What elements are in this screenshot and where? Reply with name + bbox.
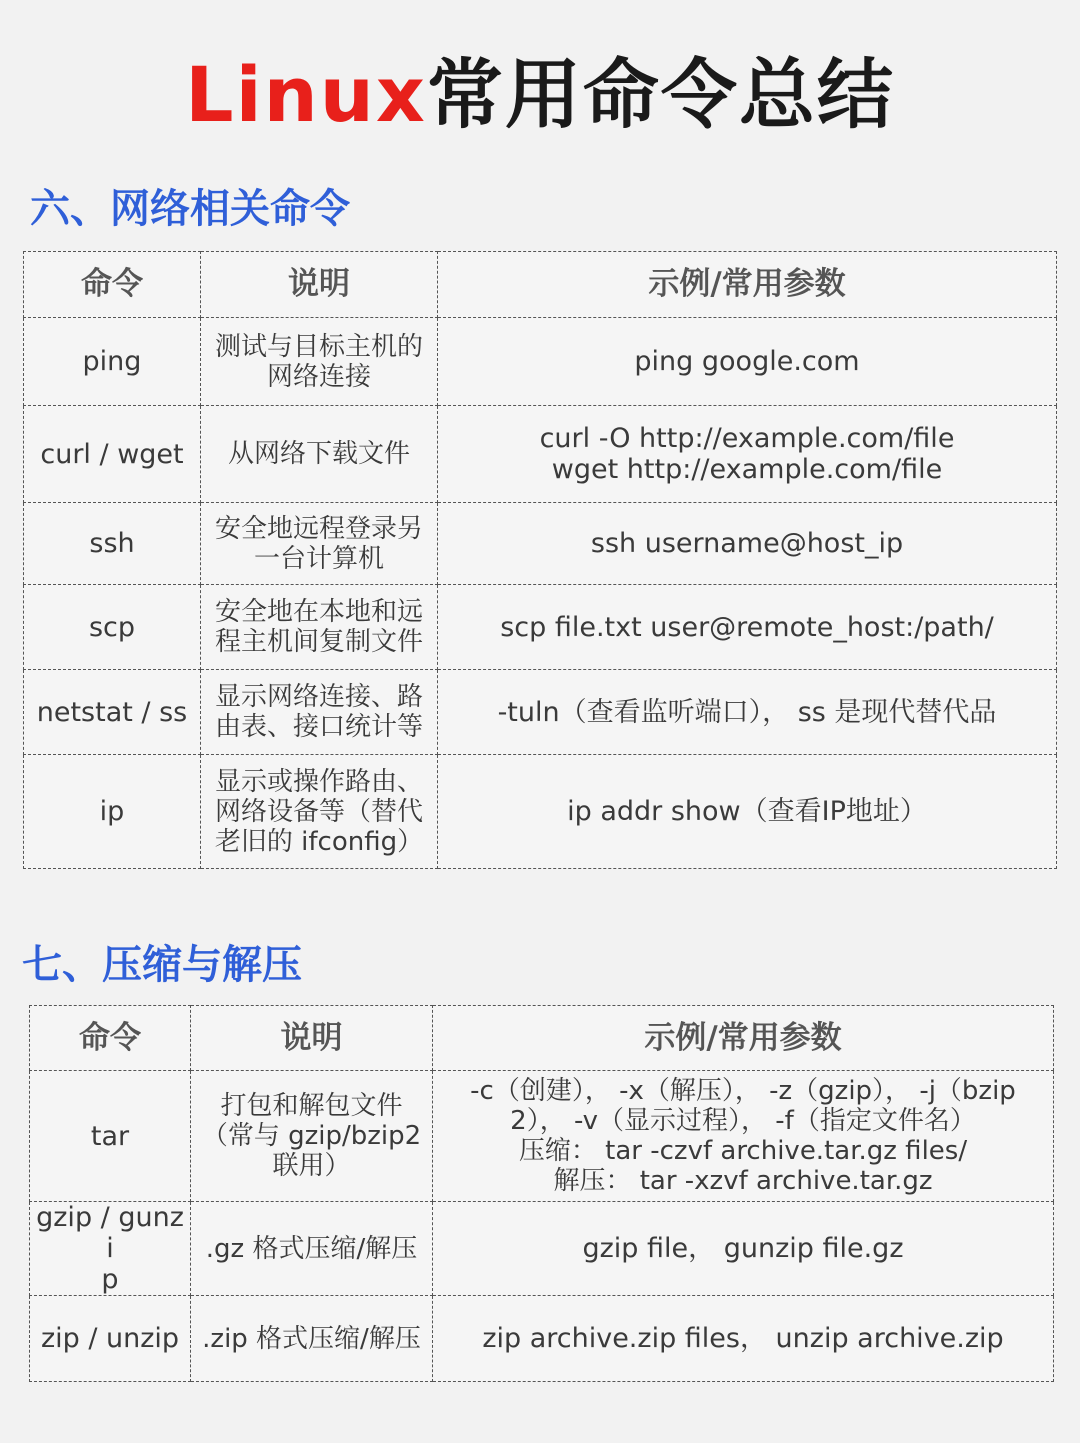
header-description: 说明 [191,1006,433,1071]
command-cell: scp [24,585,201,670]
description-cell [201,585,438,670]
example-line: 压缩： tar -czvf archive.tar.gz files/ [518,1136,968,1166]
description-line: 联用） [272,1151,351,1181]
description-cell [191,1296,433,1382]
header-command: 命令 [30,1006,191,1071]
table-row [24,503,1057,585]
example-cell [438,585,1057,670]
description-cell [201,318,438,406]
description-cell [201,503,438,585]
page-title-rest: 常用命令总结 [426,50,895,139]
description-line: 网络设备等（替代 [214,796,423,827]
description-cell [201,670,438,755]
command-cell: ssh [24,503,201,585]
command-cell [30,1202,191,1296]
header-example: 示例/常用参数 [438,252,1057,318]
example-cell [438,318,1057,406]
command-line: zip / unzip [40,1323,180,1354]
command-cell: curl / wget [24,406,201,503]
description-line: 打包和解包文件 [220,1091,403,1121]
description-line: .zip 格式压缩/解压 [202,1323,421,1354]
command-cell [30,1296,191,1382]
description-line: 一台计算机 [253,543,384,574]
description-cell [191,1202,433,1296]
example-line: 2）， -v（显示过程）， -f（指定文件名） [510,1106,976,1136]
description-cell [201,406,438,503]
description-line: 网络连接 [266,361,371,392]
example-line: gzip file， gunzip file.gz [582,1233,904,1264]
table-header-row [24,252,1057,318]
example-cell [433,1296,1054,1382]
example-line: wget http://example.com/file [551,454,943,485]
table-row [24,318,1057,406]
table-row [24,585,1057,670]
description-line: 程主机间复制文件 [214,627,423,657]
example-cell [438,670,1057,755]
example-cell [433,1071,1054,1202]
header-description: 说明 [201,252,438,318]
command-line: p [101,1264,119,1295]
example-line: 解压： tar -xzvf archive.tar.gz [553,1166,933,1196]
description-line: 安全地在本地和远 [214,597,423,627]
table-row [24,406,1057,503]
example-cell [438,406,1057,503]
example-line: scp file.txt user@remote_host:/path/ [500,611,994,643]
command-cell [30,1071,191,1202]
table-row [24,670,1057,755]
table-row [30,1296,1054,1382]
example-line: -tuln（查看监听端口）， ss 是现代替代品 [497,696,997,728]
description-line: 由表、接口统计等 [214,712,423,742]
command-cell: netstat / ss [24,670,201,755]
description-line: 显示网络连接、路 [214,682,423,712]
page-title [0,50,1080,140]
table-row [24,755,1057,869]
example-line: zip archive.zip files， unzip archive.zip [482,1323,1004,1354]
table-row [30,1071,1054,1202]
example-line: ssh username@host_ip [590,528,904,559]
description-line: 老旧的 ifconfig） [214,826,424,857]
description-cell [191,1071,433,1202]
table-row [30,1202,1054,1296]
network-commands-table [23,251,1057,869]
example-cell [433,1202,1054,1296]
description-line: 测试与目标主机的 [214,331,423,362]
example-line: ping google.com [634,346,860,377]
section-7-heading: 七、压缩与解压 [22,942,302,988]
description-line: 安全地远程登录另 [214,513,423,544]
example-cell [438,503,1057,585]
description-line: 从网络下载文件 [227,439,410,469]
command-cell: ping [24,318,201,406]
description-line: （常与 gzip/bzip2 [201,1121,422,1151]
example-cell [438,755,1057,869]
command-cell: ip [24,755,201,869]
example-line: curl -O http://example.com/file [539,423,955,454]
table-header-row [30,1006,1054,1071]
description-line: .gz 格式压缩/解压 [205,1233,418,1264]
header-command: 命令 [24,252,201,318]
command-line: gzip / gunzi [36,1202,184,1264]
section-6-heading: 六、网络相关命令 [30,186,350,232]
description-line: 显示或操作路由、 [214,766,423,797]
description-cell [201,755,438,869]
example-line: -c（创建）， -x（解压）， -z（gzip）， -j（bzip [470,1076,1016,1106]
command-line: tar [90,1120,130,1152]
example-line: ip addr show（查看IP地址） [567,796,927,827]
page-title-linux: Linux [185,50,427,139]
compression-commands-table [29,1005,1054,1382]
header-example: 示例/常用参数 [433,1006,1054,1071]
